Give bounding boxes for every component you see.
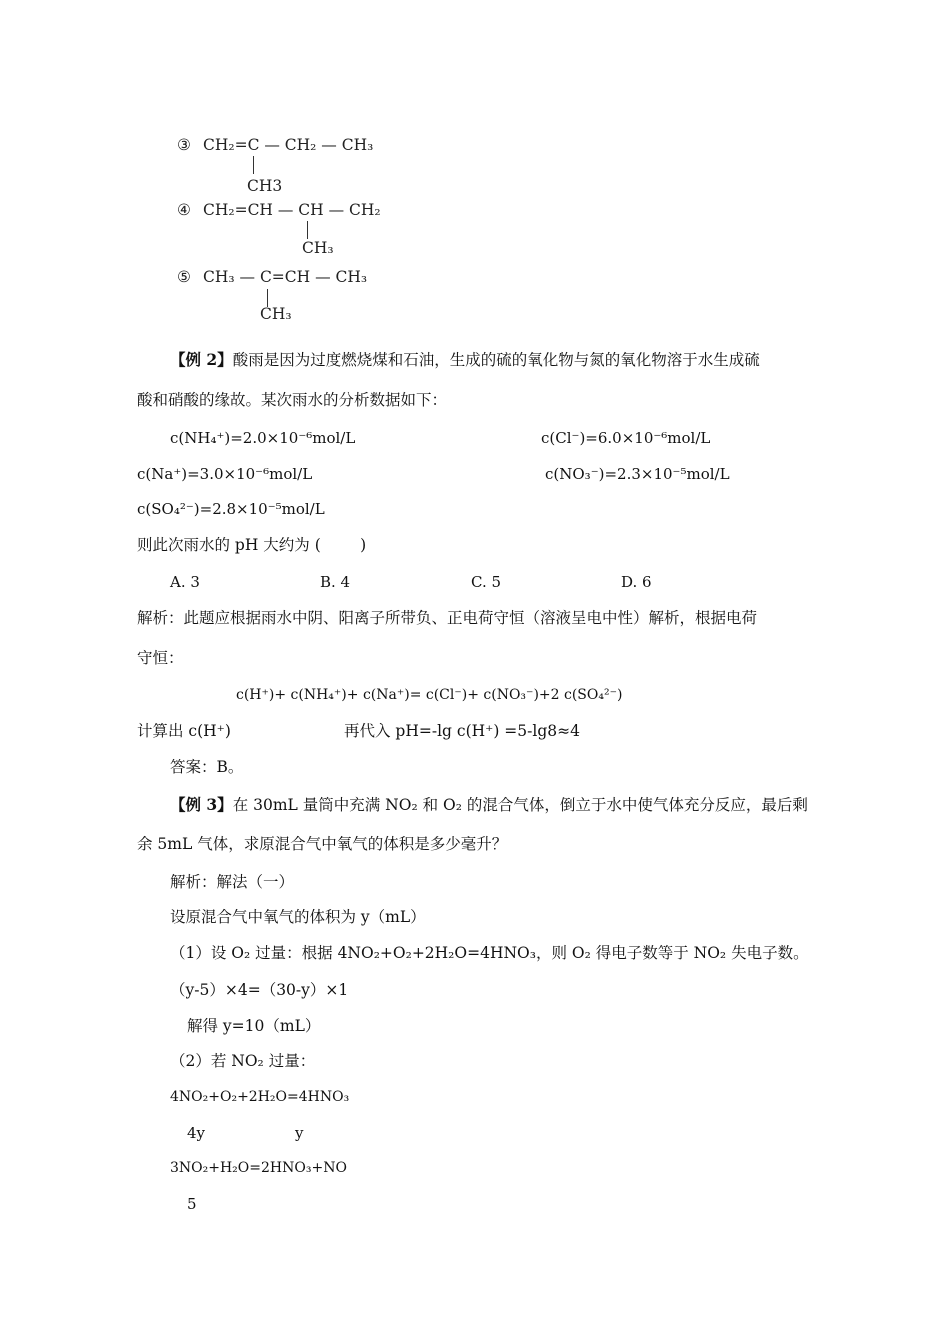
solution-1: 解得 y=10（mL） <box>187 1017 321 1035</box>
data-nh4: c(NH₄⁺)=2.0×10⁻⁶mol/L <box>170 429 356 447</box>
equation-1: （y-5）×4=（30-y）×1 <box>170 981 349 999</box>
reaction-1-no2-amount: 4y <box>187 1124 206 1142</box>
option-a: A. 3 <box>170 573 200 591</box>
reaction-1-o2-amount: y <box>295 1124 304 1142</box>
case-1: （1）设 O₂ 过量：根据 4NO₂+O₂+2H₂O=4HNO₃，则 O₂ 得电子数等于 NO₂ 失电子数。 <box>170 944 809 962</box>
example-2-heading-line <box>170 350 760 370</box>
structure-5-main-chain: CH₃ — C=CH — CH₃ <box>203 268 368 286</box>
calc-h-concentration: 计算出 c(H⁺) <box>137 722 231 740</box>
option-d: D. 6 <box>621 573 652 591</box>
structure-4-branch: CH₃ <box>302 239 334 257</box>
data-no3: c(NO₃⁻)=2.3×10⁻⁵mol/L <box>545 465 730 483</box>
bond-line <box>253 156 254 174</box>
case-2: （2）若 NO₂ 过量： <box>170 1052 316 1070</box>
example-3-label: 【例 3】 <box>170 795 233 814</box>
example-3-text-line1: 在 30mL 量筒中充满 NO₂ 和 O₂ 的混合气体，倒立于水中使气体充分反应，最后剩 <box>232 796 808 814</box>
structure-5-branch: CH₃ <box>260 305 292 323</box>
example-2-text-line2: 酸和硝酸的缘故。某次雨水的分析数据如下： <box>137 391 448 409</box>
charge-balance-equation: c(H⁺)+ c(NH₄⁺)+ c(Na⁺)= c(Cl⁻)+ c(NO₃⁻)+2 c(SO₄²⁻) <box>236 687 623 703</box>
data-cl: c(Cl⁻)=6.0×10⁻⁶mol/L <box>541 429 711 447</box>
structure-3-main-chain: CH₂=C — CH₂ — CH₃ <box>203 136 374 154</box>
data-na: c(Na⁺)=3.0×10⁻⁶mol/L <box>137 465 313 483</box>
example-3-text-line2: 余 5mL 气体，求原混合气中氧气的体积是多少毫升？ <box>137 835 508 853</box>
option-c: C. 5 <box>471 573 502 591</box>
option-b: B. 4 <box>320 573 351 591</box>
structure-5-number: ⑤ <box>177 268 191 286</box>
reaction-2-amount: 5 <box>187 1195 197 1213</box>
example-2-label: 【例 2】 <box>170 350 233 369</box>
example-3-assume: 设原混合气中氧气的体积为 y（mL） <box>170 908 426 926</box>
bond-line <box>307 221 308 239</box>
structure-3-branch: CH3 <box>247 177 283 195</box>
structure-4-number: ④ <box>177 201 191 219</box>
structure-3-number: ③ <box>177 136 191 154</box>
structure-4-main-chain: CH₂=CH — CH — CH₂ <box>203 201 381 219</box>
example-2-text-line1: 酸雨是因为过度燃烧煤和石油，生成的硫的氧化物与氮的氧化物溶于水生成硫 <box>232 351 760 369</box>
example-3-analysis: 解析：解法（一） <box>170 873 295 891</box>
reaction-1: 4NO₂+O₂+2H₂O=4HNO₃ <box>170 1089 350 1105</box>
data-so4: c(SO₄²⁻)=2.8×10⁻⁵mol/L <box>137 500 325 518</box>
example-2-question: 则此次雨水的 pH 大约为 ( ) <box>137 536 367 554</box>
reaction-2: 3NO₂+H₂O=2HNO₃+NO <box>170 1160 347 1176</box>
example-3-heading-line <box>170 795 808 815</box>
analysis-line2: 守恒： <box>137 649 184 667</box>
calc-ph: 再代入 pH=-lg c(H⁺) =5-lg8≈4 <box>344 722 580 740</box>
analysis-line1: 解析：此题应根据雨水中阴、阳离子所带负、正电荷守恒（溶液呈电中性）解析，根据电荷 <box>137 609 758 627</box>
example-2-answer: 答案：B。 <box>170 758 244 776</box>
